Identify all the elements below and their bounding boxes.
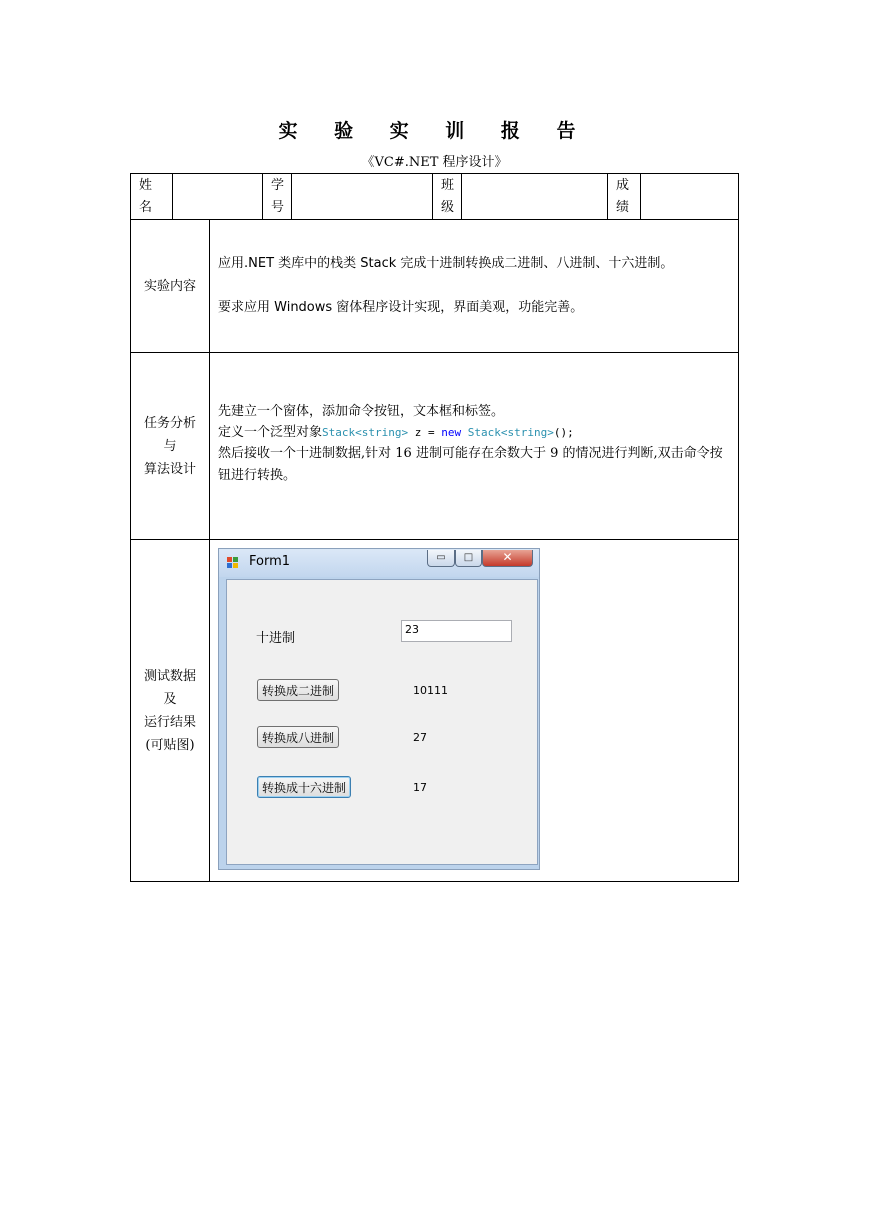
analysis-line-1: 先建立一个窗体，添加命令按钮，文本框和标签。: [218, 404, 505, 419]
report-subtitle: 《VC#.NET 程序设计》: [361, 155, 508, 170]
content-label: 实验内容: [143, 278, 196, 294]
form-title: Form1: [249, 554, 291, 569]
name-label-2: 名: [139, 199, 153, 215]
analysis-text-cell: [210, 353, 739, 540]
form-window: [218, 548, 540, 870]
content-row: [131, 220, 739, 353]
analysis-line-2-prefix: 定义一个泛型对象: [218, 425, 323, 440]
test-label-4: (可贴图): [145, 737, 195, 753]
header-row: [131, 174, 739, 220]
id-label-cell: [263, 174, 292, 220]
name-label-1: 姓: [139, 177, 153, 193]
report-table: [130, 173, 739, 882]
code-end: ();: [553, 426, 574, 439]
id-label-1: 学: [271, 177, 285, 193]
code-type-2: Stack<string>: [461, 426, 554, 439]
code-snippet: [322, 426, 574, 439]
test-label-1: 测试数据: [143, 668, 196, 684]
decimal-input[interactable]: 23: [401, 620, 512, 642]
close-icon[interactable]: ✕: [482, 550, 533, 567]
class-label-2: 级: [441, 199, 455, 215]
code-type-1: Stack<string>: [322, 426, 409, 439]
name-label-cell: [131, 174, 173, 220]
form-client-area: [226, 579, 538, 865]
analysis-line-2: [210, 423, 738, 443]
decimal-label: 十进制: [256, 631, 296, 646]
class-label-cell: [433, 174, 462, 220]
grade-value-cell[interactable]: [641, 174, 739, 220]
analysis-line-3: 然后接收一个十进制数据,针对 16 进制可能存在余数大于 9 的情况进行判断,双击命令按钮进行转换。: [218, 446, 723, 483]
name-value-cell[interactable]: [173, 174, 263, 220]
test-label-2: 及: [163, 691, 177, 707]
octal-result: 27: [413, 731, 427, 744]
content-line-1: 应用.NET 类库中的栈类 Stack 完成十进制转换成二进制、八进制、十六进制。: [218, 256, 674, 271]
code-mid: z =: [408, 426, 442, 439]
grade-label-2: 绩: [616, 199, 630, 215]
id-value-cell[interactable]: [292, 174, 433, 220]
binary-result: 10111: [413, 684, 448, 697]
class-label-1: 班: [441, 177, 455, 193]
form-titlebar[interactable]: [219, 549, 539, 577]
test-label-3: 运行结果: [143, 714, 196, 730]
minimize-icon[interactable]: ▭: [427, 550, 455, 567]
test-label-cell: [131, 540, 210, 882]
to-binary-button[interactable]: 转换成二进制: [257, 679, 339, 701]
analysis-label-1: 任务分析: [143, 415, 196, 431]
grade-label-cell: [608, 174, 641, 220]
maximize-icon[interactable]: □: [455, 550, 482, 567]
test-row: [131, 540, 739, 882]
app-icon: [227, 557, 239, 569]
id-label-2: 号: [271, 199, 285, 215]
analysis-label-2: 与: [163, 438, 177, 454]
test-screenshot-cell: [210, 540, 739, 882]
class-value-cell[interactable]: [462, 174, 608, 220]
analysis-row: [131, 353, 739, 540]
code-keyword: new: [441, 426, 462, 439]
hex-result: 17: [413, 781, 427, 794]
analysis-label-cell: [131, 353, 210, 540]
content-label-cell: [131, 220, 210, 353]
to-octal-button[interactable]: 转换成八进制: [257, 726, 339, 748]
grade-label-1: 成: [616, 177, 630, 193]
to-hex-button[interactable]: 转换成十六进制: [257, 776, 351, 798]
content-line-2: 要求应用 Windows 窗体程序设计实现，界面美观，功能完善。: [218, 300, 584, 315]
content-text-cell: [210, 220, 739, 353]
report-title: 实 验 实 训 报 告: [278, 120, 591, 142]
analysis-label-3: 算法设计: [143, 461, 196, 477]
